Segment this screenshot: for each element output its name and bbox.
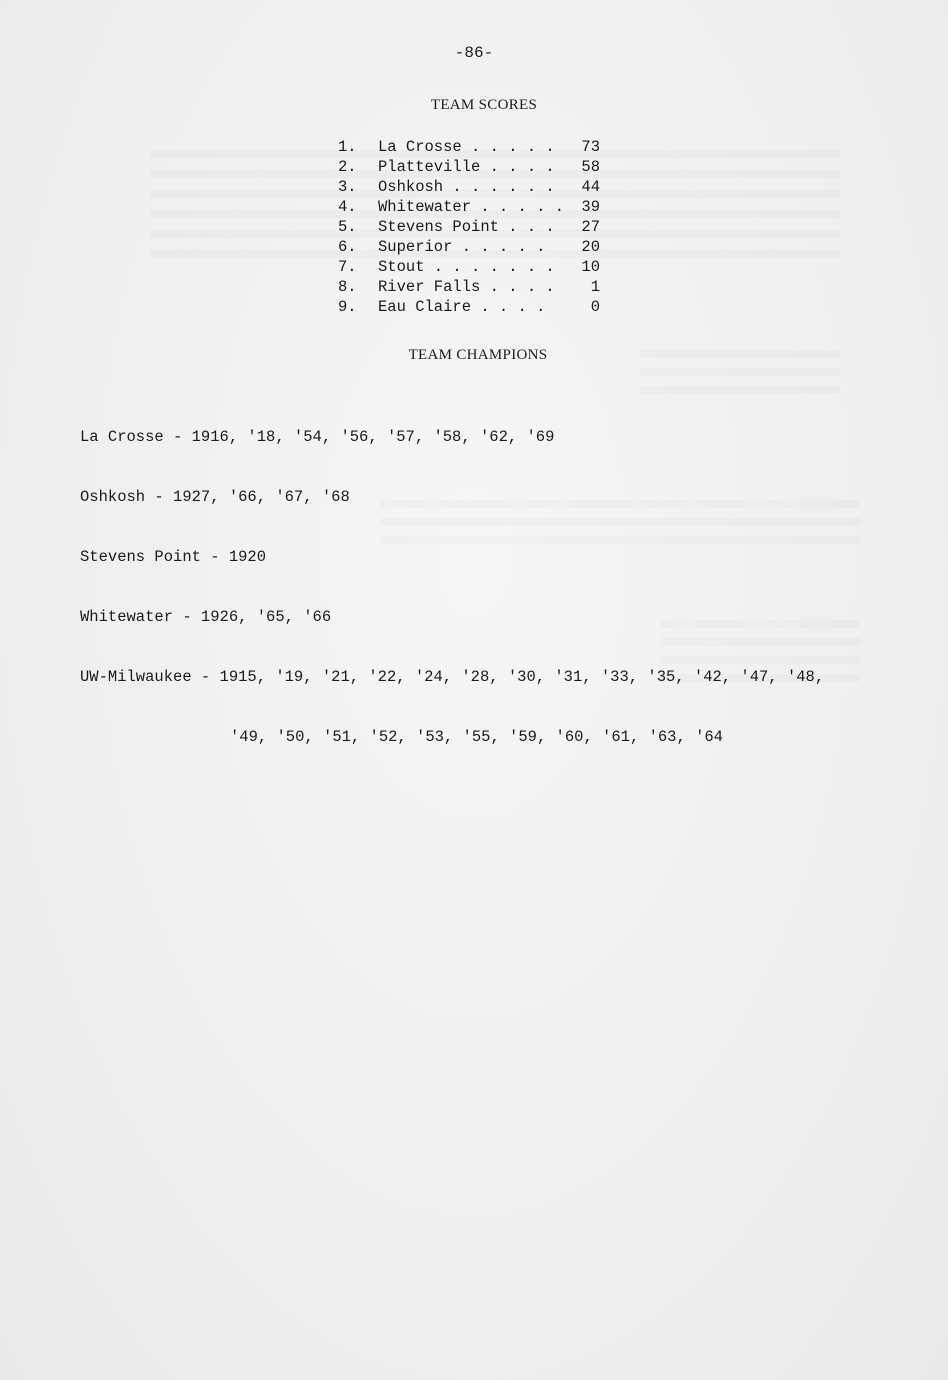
score-rank: 1. bbox=[338, 138, 357, 156]
score-points: 10 bbox=[581, 258, 600, 276]
score-team: La Crosse . . . . . bbox=[378, 138, 555, 156]
score-rank: 9. bbox=[338, 298, 357, 316]
score-rank: 6. bbox=[338, 238, 357, 256]
champion-line: Stevens Point - 1920 bbox=[80, 548, 267, 566]
champion-line: La Crosse - 1916, '18, '54, '56, '57, '58, '62, '69 bbox=[80, 428, 555, 446]
score-team: River Falls . . . . bbox=[378, 278, 555, 296]
score-team: Platteville . . . . bbox=[378, 158, 555, 176]
score-points: 1 bbox=[590, 278, 600, 296]
score-rank: 3. bbox=[338, 178, 357, 196]
score-team: Eau Claire . . . . bbox=[378, 298, 546, 316]
score-team: Stevens Point . . . bbox=[378, 218, 555, 236]
score-rank: 7. bbox=[338, 258, 357, 276]
score-rank: 4. bbox=[338, 198, 357, 216]
champion-line: Oshkosh - 1927, '66, '67, '68 bbox=[80, 488, 350, 506]
champion-line: Whitewater - 1926, '65, '66 bbox=[80, 608, 332, 626]
score-points: 73 bbox=[581, 138, 600, 156]
score-row bbox=[338, 177, 600, 197]
team-champions-heading: TEAM CHAMPIONS bbox=[408, 347, 548, 363]
team-champions-list bbox=[80, 387, 824, 787]
score-points: 44 bbox=[581, 178, 600, 196]
score-rank: 5. bbox=[338, 218, 357, 236]
score-row bbox=[338, 217, 600, 237]
score-points: 58 bbox=[581, 158, 600, 176]
team-scores-list bbox=[338, 137, 600, 317]
score-team: Superior . . . . . bbox=[378, 238, 546, 256]
score-rank: 8. bbox=[338, 278, 357, 296]
champion-line: UW-Milwaukee - 1915, '19, '21, '22, '24, '28, '30, '31, '33, '35, '42, '47, '48, bbox=[80, 668, 825, 686]
score-points: 0 bbox=[590, 298, 600, 316]
score-row bbox=[338, 137, 600, 157]
score-row bbox=[338, 257, 600, 277]
page-number: -86- bbox=[454, 44, 494, 62]
team-scores-heading: TEAM SCORES bbox=[430, 97, 538, 113]
score-points: 27 bbox=[581, 218, 600, 236]
score-row bbox=[338, 197, 600, 217]
score-points: 20 bbox=[581, 238, 600, 256]
score-team: Oshkosh . . . . . . bbox=[378, 178, 555, 196]
champion-line-continued: '49, '50, '51, '52, '53, '55, '59, '60, '61, '63, '64 bbox=[230, 728, 723, 746]
score-row bbox=[338, 237, 600, 257]
score-rank: 2. bbox=[338, 158, 357, 176]
score-row bbox=[338, 157, 600, 177]
score-points: 39 bbox=[581, 198, 600, 216]
score-team: Whitewater . . . . . bbox=[378, 198, 565, 216]
score-row bbox=[338, 297, 600, 317]
score-team: Stout . . . . . . . bbox=[378, 258, 555, 276]
score-row bbox=[338, 277, 600, 297]
